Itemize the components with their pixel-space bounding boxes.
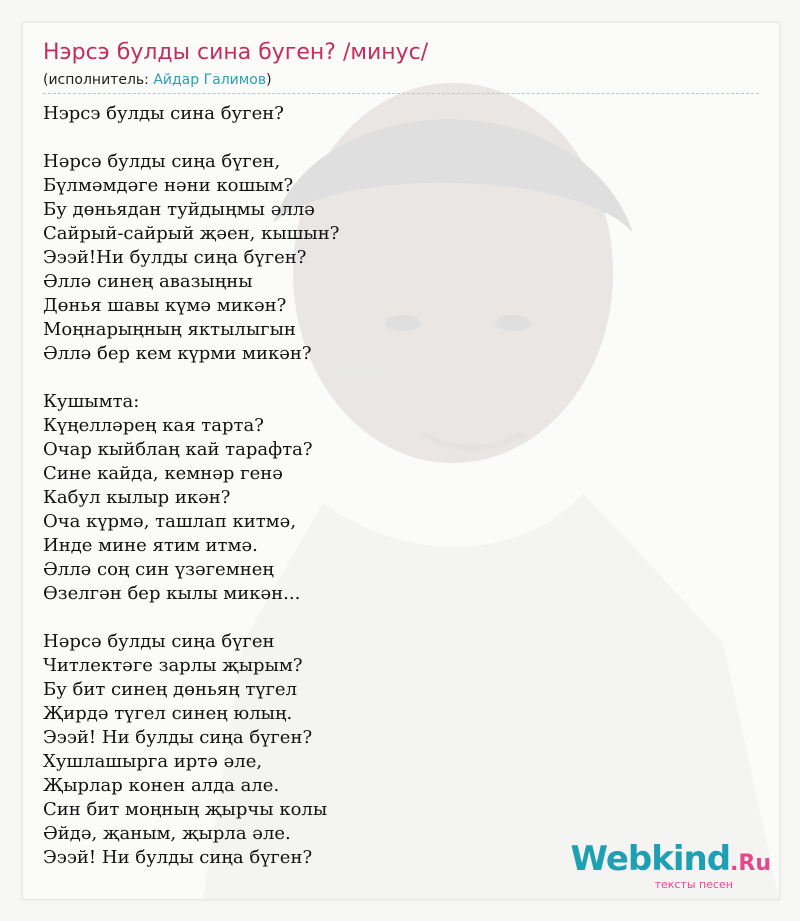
lyric-line: Кушымта: [43, 391, 140, 412]
lyric-line: Син бит моңның җырчы колы [43, 799, 328, 820]
lyric-line: Моңнарыңның яктылыгын [43, 319, 296, 340]
lyric-line: Эээй! Ни булды сиңа бүген? [43, 727, 313, 748]
lyric-line: Читлектәге зарлы җырым? [43, 655, 303, 676]
performer-suffix: ) [266, 72, 272, 88]
lyric-line: Сайрый-сайрый җәен, кышын? [43, 223, 340, 244]
lyric-line: Әллә синең авазыңны [43, 271, 253, 292]
lyric-line: Сине кайда, кемнәр генә [43, 463, 283, 484]
lyrics-text [43, 102, 743, 870]
logo-tagline: тексты песен [654, 878, 733, 891]
lyric-line: Җирдә түгел синең юлың. [43, 703, 293, 724]
lyric-line: Нэрсэ булды сина буген? [43, 103, 284, 124]
lyric-line: Әллә бер кем күрми микән? [43, 343, 312, 364]
lyric-line: Бу бит синең дөньяң түгел [43, 679, 298, 700]
lyric-line: Хушлашырга иртә әле, [43, 751, 263, 772]
lyric-blank-line [43, 606, 743, 630]
song-header [43, 39, 759, 94]
lyric-line: Нәрсә булды сиңа бүген [43, 631, 275, 652]
performer-line [43, 71, 759, 89]
lyric-line: Эээй! Ни булды сиңа бүген? [43, 847, 313, 868]
lyric-line: Эээй!Ни булды сиңа бүген? [43, 247, 307, 268]
lyric-line: Әйдә, җаным, җырла әле. [43, 823, 291, 844]
lyric-line: Оча күрмә, ташлап китмә, [43, 511, 297, 532]
lyric-line: Күңелләрең кая тарта? [43, 415, 264, 436]
lyric-line: Кабул кылыр икән? [43, 487, 231, 508]
lyric-line: Бүлмәмдәге нәни кошым? [43, 175, 294, 196]
lyric-line: Инде мине ятим итмә. [43, 535, 258, 556]
lyric-line: Очар кыйблаң кай тарафта? [43, 439, 313, 460]
lyric-blank-line [43, 126, 743, 150]
logo-wordmark: Webkind [570, 839, 731, 879]
lyric-line: Җырлар конен алда але. [43, 775, 280, 796]
lyric-line: Дөнья шавы күмә микән? [43, 295, 287, 316]
performer-prefix: (исполнитель: [43, 72, 154, 88]
performer-link[interactable]: Айдар Галимов [153, 72, 267, 88]
lyric-line: Нәрсә булды сиңа бүген, [43, 151, 281, 172]
site-logo[interactable] [570, 839, 771, 891]
lyric-line: Өзелгән бер кылы микән... [43, 583, 301, 604]
song-card [22, 22, 780, 900]
lyric-line: Бу дөньядан туйдыңмы әллә [43, 199, 315, 220]
lyric-blank-line [43, 366, 743, 390]
song-title: Нэрсэ булды сина буген? /минус/ [43, 40, 429, 65]
lyric-line: Әллә соң син үзәгемнең [43, 559, 274, 580]
logo-tld: .Ru [730, 851, 771, 876]
